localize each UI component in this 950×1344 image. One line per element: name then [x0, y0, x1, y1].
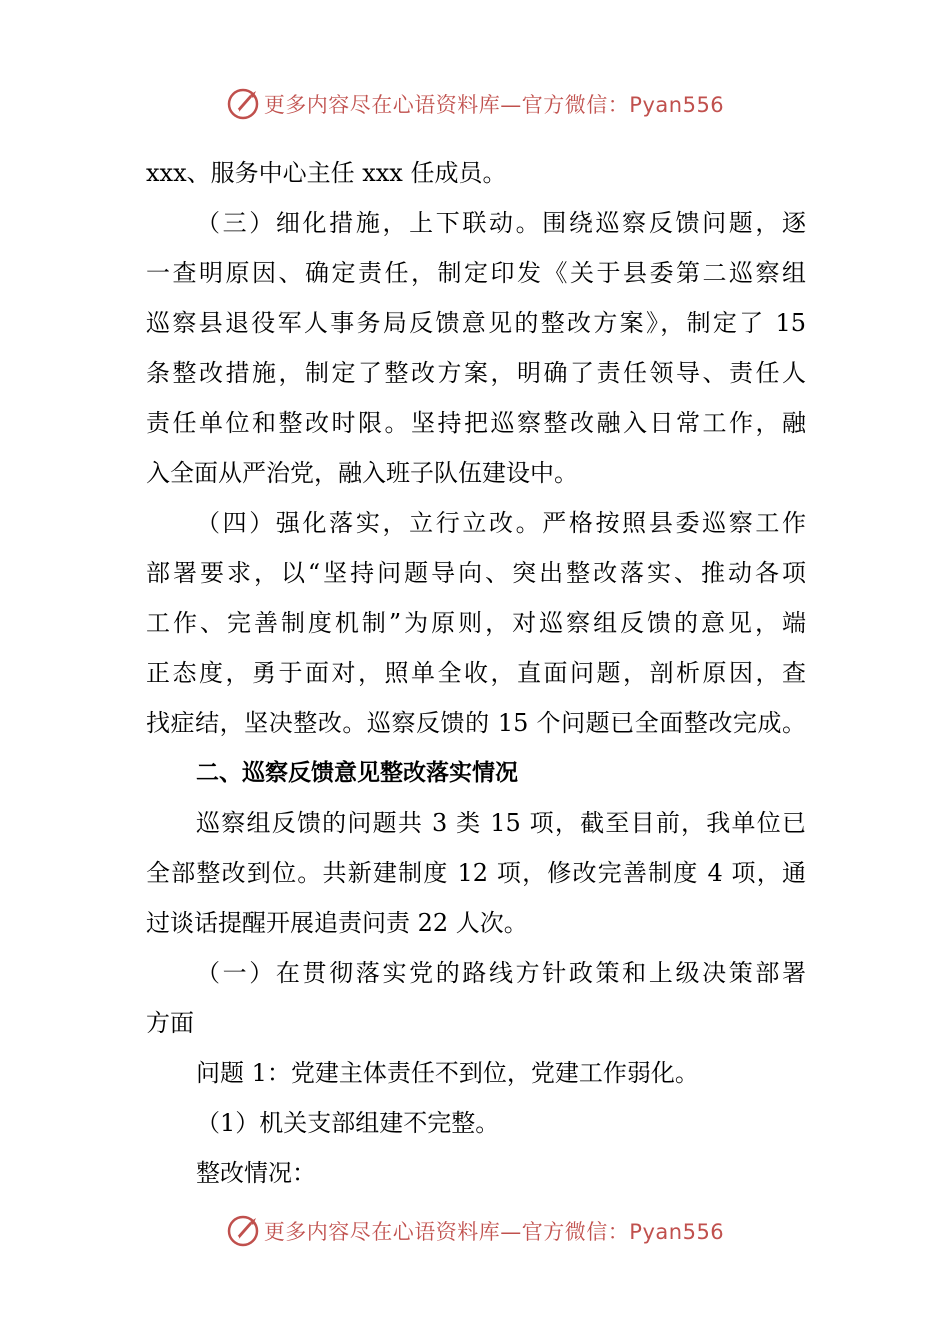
header-watermark	[0, 84, 950, 124]
quill-logo-icon	[226, 1214, 260, 1248]
text-line: 巡察组反馈的问题共 3 类 15 项，截至目前，我单位已	[196, 809, 806, 837]
quill-logo-icon	[226, 87, 260, 121]
text-line: 全部整改到位。共新建制度 12 项，修改完善制度 4 项，通	[146, 859, 806, 887]
text-line: 问题 1：党建主体责任不到位，党建工作弱化。	[196, 1059, 699, 1087]
text-line: xxx、服务中心主任 xxx 任成员。	[146, 159, 507, 187]
text-line: 一查明原因、确定责任，制定印发《关于县委第二巡察组	[146, 259, 806, 287]
text-line: （三）细化措施，上下联动。围绕巡察反馈问题，逐	[196, 209, 806, 237]
footer-watermark	[0, 1211, 950, 1251]
text-line: 入全面从严治党，融入班子队伍建设中。	[146, 459, 578, 487]
document-body	[146, 148, 806, 1198]
text-line: 条整改措施，制定了整改方案，明确了责任领导、责任人	[146, 359, 806, 387]
section-heading: 二、巡察反馈意见整改落实情况	[196, 760, 518, 786]
text-line: 过谈话提醒开展追责问责 22 人次。	[146, 909, 528, 937]
text-line: （一）在贯彻落实党的路线方针政策和上级决策部署	[196, 959, 806, 987]
watermark-text: 更多内容尽在心语资料库—官方微信：Pyan556	[263, 1220, 725, 1244]
text-line: 整改情况：	[196, 1159, 316, 1187]
text-line: （1）机关支部组建不完整。	[196, 1109, 500, 1137]
text-line: 部署要求，以“坚持问题导向、突出整改落实、推动各项	[146, 559, 806, 587]
text-line: （四）强化落实，立行立改。严格按照县委巡察工作	[196, 509, 806, 537]
text-line: 方面	[146, 1009, 194, 1037]
text-line: 找症结，坚决整改。巡察反馈的 15 个问题已全面整改完成。	[146, 709, 806, 737]
text-line: 正态度，勇于面对，照单全收，直面问题，剖析原因，查	[146, 659, 806, 687]
text-line: 工作、完善制度机制”为原则，对巡察组反馈的意见，端	[146, 609, 806, 637]
text-line: 责任单位和整改时限。坚持把巡察整改融入日常工作，融	[146, 409, 806, 437]
text-line: 巡察县退役军人事务局反馈意见的整改方案》，制定了 15	[146, 309, 806, 337]
watermark-text: 更多内容尽在心语资料库—官方微信：Pyan556	[263, 93, 725, 117]
